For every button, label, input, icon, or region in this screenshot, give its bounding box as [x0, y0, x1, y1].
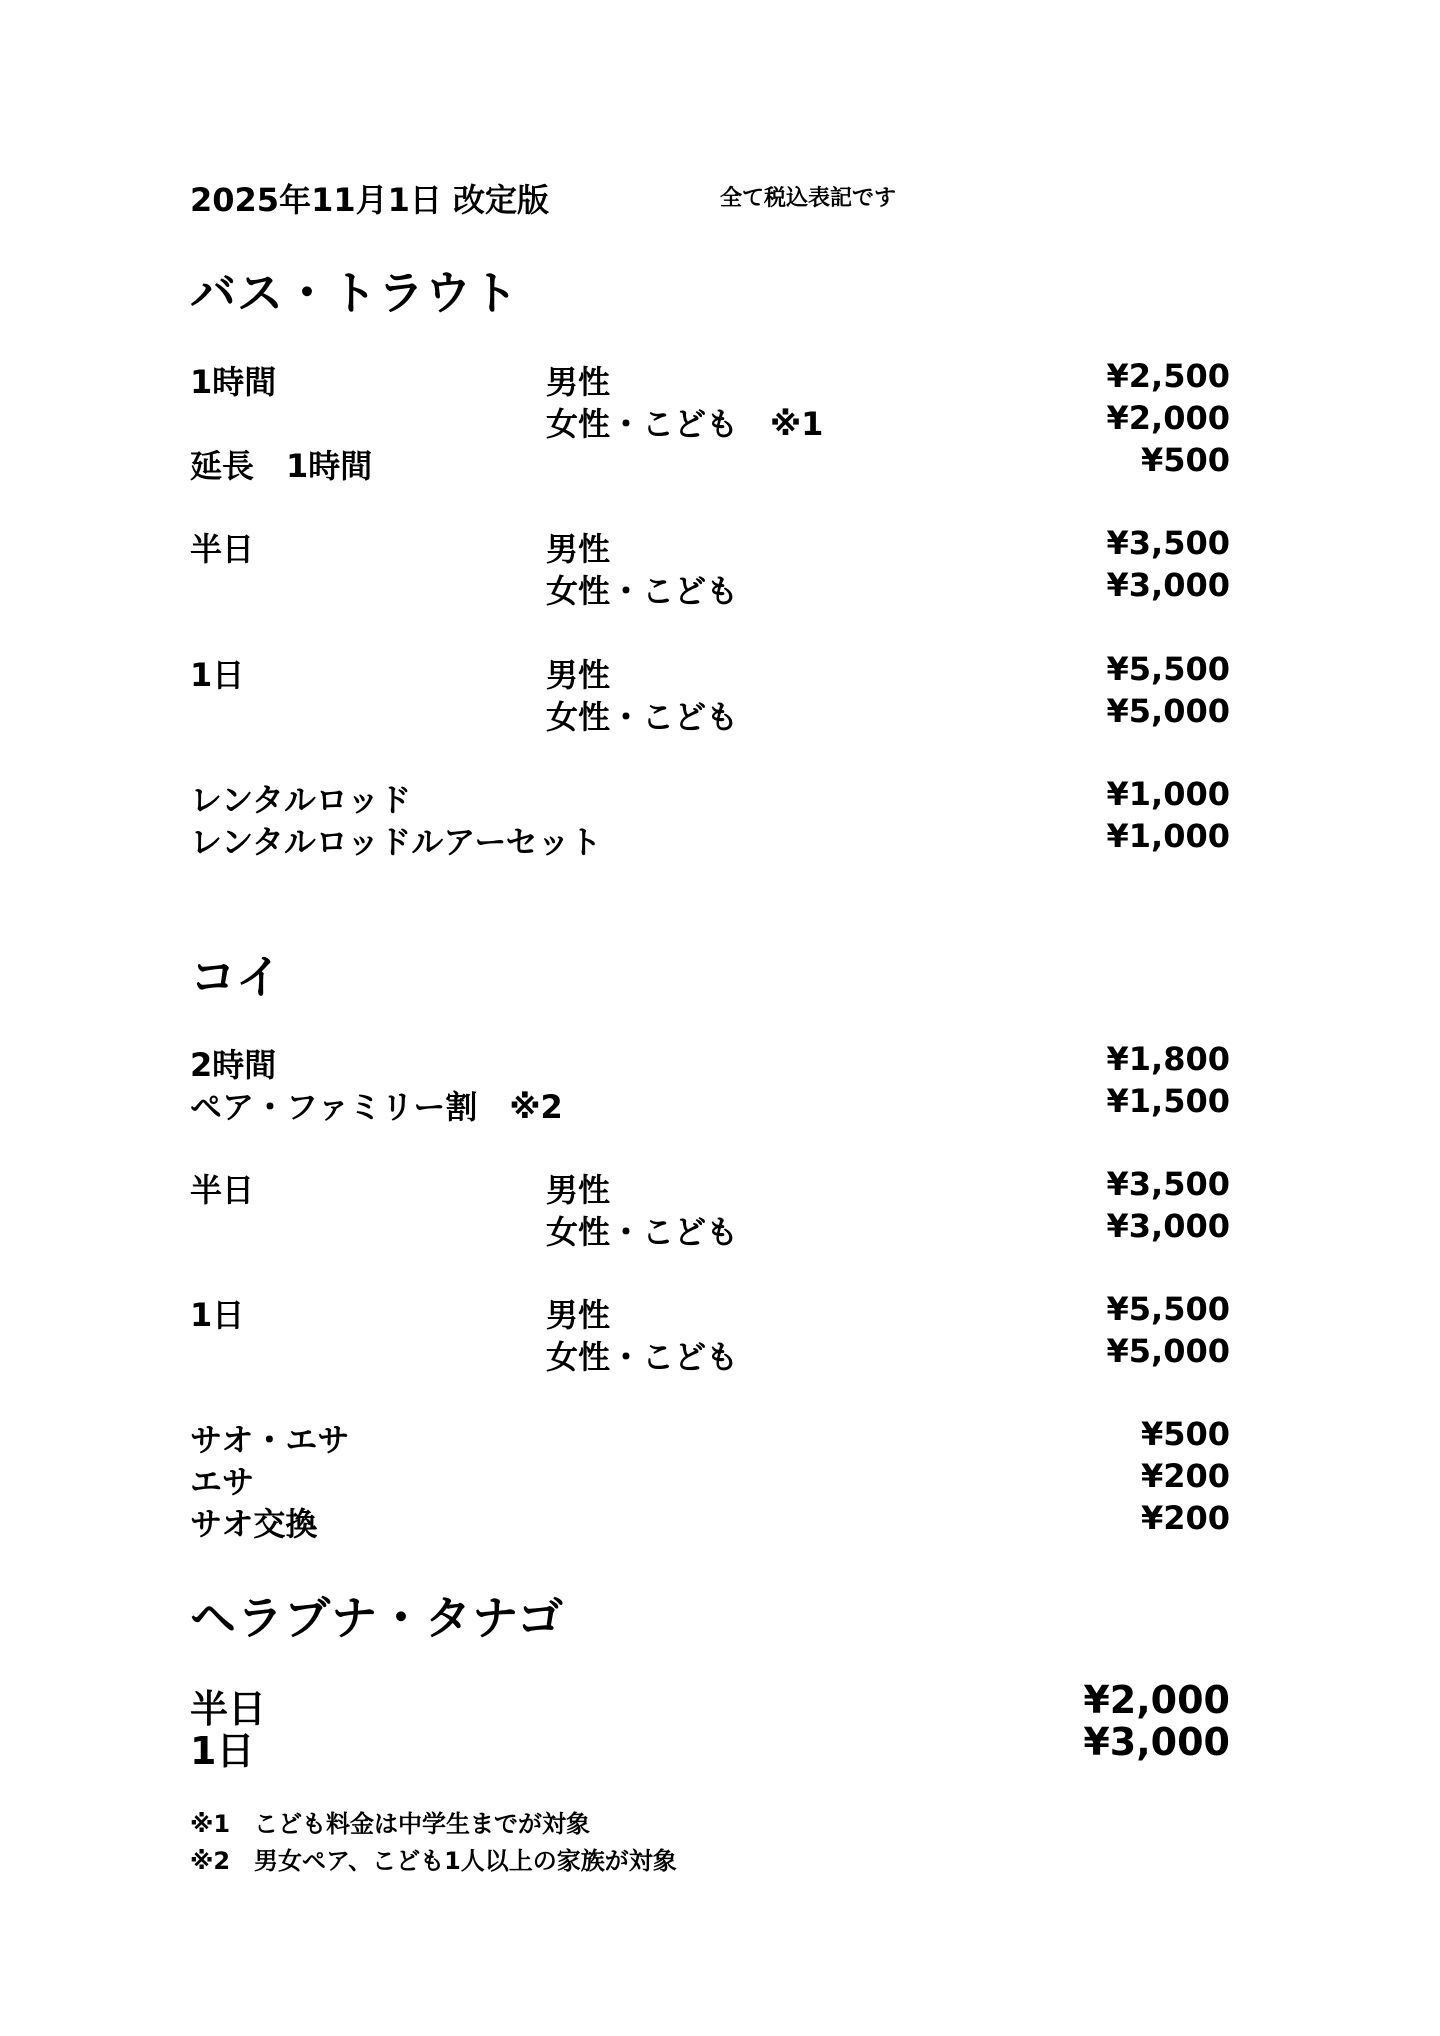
section-title-carp: コイ	[190, 950, 283, 1004]
row-label: 1日	[190, 1729, 255, 1773]
row-price: ¥3,000	[1083, 1720, 1230, 1764]
row-price: ¥3,000	[1106, 1207, 1230, 1245]
row-sub: 男性	[546, 1171, 611, 1209]
row-price: ¥1,800	[1106, 1040, 1230, 1078]
row-label: エサ	[190, 1463, 255, 1501]
row-label: サオ交換	[190, 1505, 318, 1543]
row-price: ¥3,000	[1106, 566, 1230, 604]
section-title-herabuna-tanago: ヘラブナ・タナゴ	[190, 1591, 565, 1645]
row-price: ¥2,500	[1106, 357, 1230, 395]
price-row	[190, 1040, 1230, 1082]
price-row	[190, 775, 1230, 817]
price-row	[190, 357, 1230, 399]
row-sub: 男性	[546, 363, 611, 401]
row-label: 1日	[190, 1296, 245, 1334]
price-row	[190, 1720, 1230, 1773]
row-price: ¥200	[1140, 1499, 1230, 1537]
row-sub: 女性・こども ※1	[546, 405, 824, 443]
row-label: サオ・エサ	[190, 1421, 350, 1459]
price-row	[190, 566, 1230, 608]
row-price: ¥1,000	[1106, 775, 1230, 813]
section-title-bass-trout: バス・トラウト	[190, 266, 519, 320]
price-row	[190, 399, 1230, 441]
row-price: ¥1,000	[1106, 817, 1230, 855]
row-price: ¥200	[1140, 1457, 1230, 1495]
row-price: ¥3,500	[1106, 524, 1230, 562]
price-row	[190, 1678, 1230, 1731]
price-row	[190, 1415, 1230, 1457]
row-label: ペア・ファミリー割 ※2	[190, 1088, 563, 1126]
price-row	[190, 441, 1230, 483]
footnotes	[190, 1806, 677, 1880]
row-price: ¥5,500	[1106, 1290, 1230, 1328]
row-price: ¥5,000	[1106, 692, 1230, 730]
row-sub: 女性・こども	[546, 572, 739, 610]
row-label: 半日	[190, 1687, 267, 1731]
price-row	[190, 692, 1230, 734]
row-price: ¥5,000	[1106, 1332, 1230, 1370]
row-label: 2時間	[190, 1046, 277, 1084]
row-label: 1日	[190, 656, 245, 694]
row-label: レンタルロッド	[190, 781, 412, 819]
row-sub: 女性・こども	[546, 1213, 739, 1251]
footnote: ※2 男女ペア、こども1人以上の家族が対象	[190, 1847, 677, 1875]
row-price: ¥3,500	[1106, 1165, 1230, 1203]
row-price: ¥2,000	[1083, 1678, 1230, 1722]
row-sub: 男性	[546, 1296, 611, 1334]
price-row	[190, 1499, 1230, 1541]
row-label: 1時間	[190, 363, 277, 401]
row-price: ¥500	[1140, 1415, 1230, 1453]
price-row	[190, 1290, 1230, 1332]
price-row	[190, 1082, 1230, 1124]
row-label: 半日	[190, 1171, 255, 1209]
row-sub: 女性・こども	[546, 1338, 739, 1376]
price-row	[190, 1207, 1230, 1249]
tax-note: 全て税込表記です	[720, 186, 897, 211]
row-price: ¥1,500	[1106, 1082, 1230, 1120]
row-price: ¥500	[1140, 441, 1230, 479]
price-row	[190, 817, 1230, 859]
revision-date: 2025年11月1日 改定版	[190, 181, 550, 219]
row-label: レンタルロッドルアーセット	[190, 823, 602, 861]
price-row	[190, 524, 1230, 566]
row-sub: 男性	[546, 530, 611, 568]
row-price: ¥5,500	[1106, 650, 1230, 688]
price-row	[190, 1457, 1230, 1499]
row-sub: 女性・こども	[546, 698, 739, 736]
footnote: ※1 こども料金は中学生までが対象	[190, 1810, 591, 1838]
row-label: 延長 1時間	[190, 447, 373, 485]
row-price: ¥2,000	[1106, 399, 1230, 437]
price-row	[190, 650, 1230, 692]
price-row	[190, 1165, 1230, 1207]
row-label: 半日	[190, 530, 255, 568]
row-sub: 男性	[546, 656, 611, 694]
price-row	[190, 1332, 1230, 1374]
